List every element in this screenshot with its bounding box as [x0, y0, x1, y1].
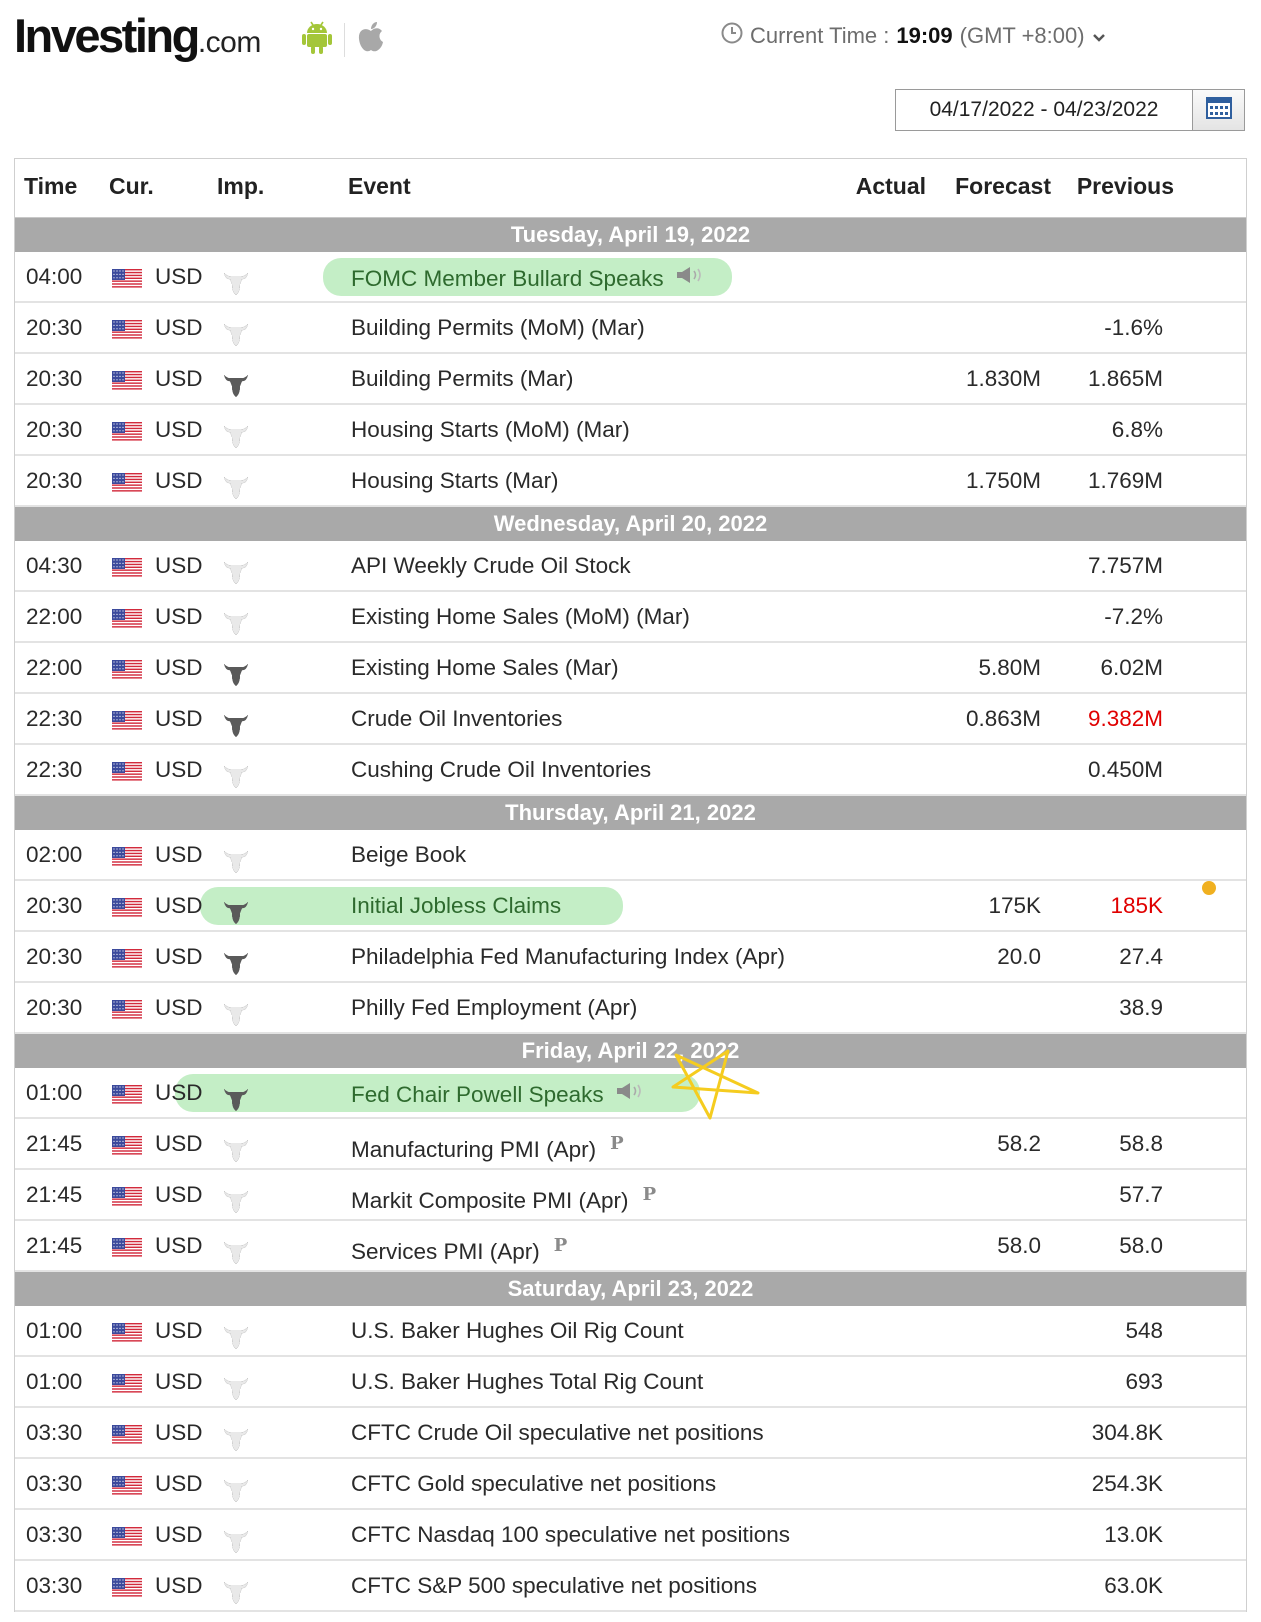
- event-row[interactable]: [15, 1170, 1246, 1221]
- event-row[interactable]: [15, 830, 1246, 881]
- event-name-text[interactable]: Housing Starts (MoM) (Mar): [351, 417, 630, 442]
- app-platforms: [302, 20, 385, 59]
- chevron-down-icon[interactable]: [1092, 23, 1106, 49]
- us-flag-icon: [112, 762, 142, 782]
- forecast-value: 175K: [988, 893, 1041, 918]
- event-time: 21:45: [26, 1182, 83, 1207]
- previous-value: 1.865M: [1087, 366, 1163, 391]
- event-currency: USD: [155, 1471, 203, 1496]
- event-row[interactable]: [15, 1510, 1246, 1561]
- event-name[interactable]: [351, 1221, 567, 1276]
- previous-value: 304.8K: [1091, 1420, 1163, 1445]
- previous-value: 38.9: [1119, 995, 1163, 1020]
- event-name-text[interactable]: Existing Home Sales (Mar): [351, 655, 619, 680]
- previous-value: 9.382M: [1087, 706, 1163, 731]
- previous-value: 693: [1125, 1369, 1163, 1394]
- event-time: 03:30: [26, 1471, 83, 1496]
- platform-divider: [344, 23, 345, 57]
- date-range-picker[interactable]: [895, 89, 1245, 131]
- event-time: 22:30: [26, 757, 83, 782]
- economic-calendar-table: [14, 158, 1247, 1612]
- speech-icon: [676, 252, 698, 268]
- event-name-text[interactable]: CFTC Gold speculative net positions: [351, 1471, 717, 1496]
- preliminary-badge: P: [553, 1235, 568, 1256]
- previous-value: 1.769M: [1087, 468, 1163, 493]
- event-currency: USD: [155, 1573, 203, 1598]
- event-name-text[interactable]: Cushing Crude Oil Inventories: [351, 757, 652, 782]
- event-name-text[interactable]: Manufacturing PMI (Apr): [351, 1137, 597, 1162]
- bull-icon: [222, 995, 250, 1044]
- event-name-text[interactable]: API Weekly Crude Oil Stock: [351, 553, 631, 578]
- day-header: Thursday, April 21, 2022: [15, 796, 1246, 830]
- event-name[interactable]: [351, 1068, 638, 1119]
- previous-value: 185K: [1110, 893, 1163, 918]
- event-currency: USD: [155, 417, 203, 442]
- us-flag-icon: [112, 1238, 142, 1258]
- event-name-text[interactable]: FOMC Member Bullard Speaks: [351, 266, 664, 291]
- event-name-text[interactable]: U.S. Baker Hughes Oil Rig Count: [351, 1318, 684, 1343]
- previous-value: -1.6%: [1104, 315, 1163, 340]
- previous-value: 6.8%: [1111, 417, 1163, 442]
- event-name-text[interactable]: U.S. Baker Hughes Total Rig Count: [351, 1369, 704, 1394]
- us-flag-icon: [112, 898, 142, 918]
- event-row[interactable]: [15, 456, 1246, 507]
- day-header: Friday, April 22, 2022: [15, 1034, 1246, 1068]
- event-time: 03:30: [26, 1573, 83, 1598]
- preliminary-badge: P: [642, 1184, 657, 1205]
- event-row[interactable]: [15, 1408, 1246, 1459]
- logo-tld-text: .com: [197, 26, 261, 59]
- event-row[interactable]: [15, 881, 1246, 932]
- event-name[interactable]: [351, 303, 645, 352]
- event-name[interactable]: [351, 541, 631, 590]
- forecast-value: 1.830M: [965, 366, 1041, 391]
- col-importance[interactable]: Imp.: [217, 173, 265, 199]
- us-flag-icon: [112, 1578, 142, 1598]
- event-time: 04:30: [26, 553, 83, 578]
- current-time-value: 19:09: [896, 23, 953, 48]
- event-row[interactable]: [15, 354, 1246, 405]
- event-row[interactable]: [15, 1221, 1246, 1272]
- event-row[interactable]: [15, 405, 1246, 456]
- col-event[interactable]: Event: [348, 173, 411, 199]
- forecast-value: 1.750M: [965, 468, 1041, 493]
- event-time: 03:30: [26, 1420, 83, 1445]
- event-time: 01:00: [26, 1318, 83, 1343]
- event-currency: USD: [155, 1522, 203, 1547]
- apple-icon[interactable]: [357, 20, 385, 59]
- event-time: 20:30: [26, 995, 83, 1020]
- event-name[interactable]: [351, 1119, 624, 1174]
- event-row[interactable]: [15, 252, 1246, 303]
- previous-value: 27.4: [1119, 944, 1163, 969]
- event-name[interactable]: [351, 1510, 790, 1559]
- event-time: 22:00: [26, 655, 83, 680]
- event-name[interactable]: [351, 1459, 716, 1508]
- us-flag-icon: [112, 473, 142, 493]
- event-currency: USD: [155, 995, 203, 1020]
- android-icon[interactable]: [302, 20, 332, 59]
- us-flag-icon: [112, 1374, 142, 1394]
- event-name-text[interactable]: Philadelphia Fed Manufacturing Index (Apr): [351, 944, 785, 969]
- table-header: [15, 159, 1246, 218]
- event-currency: USD: [155, 553, 203, 578]
- event-time: 22:00: [26, 604, 83, 629]
- speech-icon: [616, 1068, 638, 1084]
- event-row[interactable]: [15, 694, 1246, 745]
- event-name[interactable]: [351, 252, 698, 303]
- event-row[interactable]: [15, 1561, 1246, 1612]
- us-flag-icon: [112, 269, 142, 289]
- us-flag-icon: [112, 1527, 142, 1547]
- event-currency: USD: [155, 366, 203, 391]
- previous-value: 7.757M: [1087, 553, 1163, 578]
- event-name-text[interactable]: Services PMI (Apr): [351, 1239, 540, 1264]
- col-previous[interactable]: Previous: [1076, 173, 1174, 199]
- star-annotation: [668, 1043, 778, 1128]
- event-name[interactable]: [351, 643, 619, 692]
- previous-value: 58.8: [1119, 1131, 1163, 1156]
- event-time: 02:00: [26, 842, 83, 867]
- calendar-button[interactable]: [1192, 90, 1244, 130]
- event-currency: USD: [155, 893, 203, 918]
- forecast-value: 20.0: [997, 944, 1041, 969]
- event-name-text[interactable]: Philly Fed Employment (Apr): [351, 995, 638, 1020]
- event-name[interactable]: [351, 1408, 764, 1457]
- current-time-label: Current Time :: [750, 23, 890, 48]
- event-row[interactable]: [15, 303, 1246, 354]
- event-currency: USD: [155, 944, 203, 969]
- forecast-value: 58.2: [997, 1131, 1041, 1156]
- event-name-text[interactable]: Beige Book: [351, 842, 467, 867]
- event-currency: USD: [155, 706, 203, 731]
- event-name[interactable]: [351, 881, 561, 930]
- previous-value: 58.0: [1119, 1233, 1163, 1258]
- us-flag-icon: [112, 1085, 142, 1105]
- event-name[interactable]: [351, 932, 785, 981]
- investing-logo[interactable]: [14, 8, 261, 63]
- event-name[interactable]: [351, 694, 562, 743]
- current-time[interactable]: [721, 22, 1106, 50]
- event-time: 01:00: [26, 1369, 83, 1394]
- event-name-text[interactable]: CFTC Crude Oil speculative net positions: [351, 1420, 764, 1445]
- event-time: 20:30: [26, 315, 83, 340]
- event-currency: USD: [155, 1369, 203, 1394]
- event-currency: USD: [155, 655, 203, 680]
- event-row[interactable]: [15, 1068, 1246, 1119]
- forecast-value: 0.863M: [965, 706, 1041, 731]
- col-time[interactable]: Time: [24, 173, 78, 199]
- forecast-value: 58.0: [997, 1233, 1041, 1258]
- event-name-text[interactable]: Crude Oil Inventories: [351, 706, 563, 731]
- us-flag-icon: [112, 609, 142, 629]
- event-name[interactable]: [351, 354, 574, 403]
- clock-icon: [721, 22, 743, 50]
- event-time: 04:00: [26, 264, 83, 289]
- event-time: 20:30: [26, 417, 83, 442]
- event-name[interactable]: [351, 1170, 656, 1225]
- forecast-value: 5.80M: [978, 655, 1041, 680]
- us-flag-icon: [112, 422, 142, 442]
- event-time: 20:30: [26, 366, 83, 391]
- event-row[interactable]: [15, 1459, 1246, 1510]
- event-name-text[interactable]: Housing Starts (Mar): [351, 468, 559, 493]
- event-row[interactable]: [15, 1119, 1246, 1170]
- event-time: 03:30: [26, 1522, 83, 1547]
- us-flag-icon: [112, 371, 142, 391]
- event-time: 01:00: [26, 1080, 83, 1105]
- previous-value: 57.7: [1119, 1182, 1163, 1207]
- bull-icon: [222, 1573, 250, 1622]
- previous-value: 63.0K: [1104, 1573, 1163, 1598]
- event-name-text[interactable]: CFTC S&P 500 speculative net positions: [351, 1573, 758, 1598]
- logo-main-text: Investing: [14, 9, 198, 62]
- previous-value: -7.2%: [1104, 604, 1163, 629]
- us-flag-icon: [112, 1000, 142, 1020]
- event-currency: USD: [155, 1420, 203, 1445]
- event-currency: USD: [155, 468, 203, 493]
- event-row[interactable]: [15, 592, 1246, 643]
- event-name[interactable]: [351, 1306, 684, 1355]
- event-currency: USD: [155, 757, 203, 782]
- event-currency: USD: [155, 1182, 203, 1207]
- previous-value: 548: [1125, 1318, 1163, 1343]
- event-row[interactable]: [15, 643, 1246, 694]
- event-time: 20:30: [26, 944, 83, 969]
- us-flag-icon: [112, 1136, 142, 1156]
- event-name-text[interactable]: Markit Composite PMI (Apr): [351, 1188, 629, 1213]
- us-flag-icon: [112, 1425, 142, 1445]
- day-header: Tuesday, April 19, 2022: [15, 218, 1246, 252]
- event-name-text[interactable]: CFTC Nasdaq 100 speculative net positions: [351, 1522, 790, 1547]
- previous-value: 6.02M: [1100, 655, 1163, 680]
- event-currency: USD: [155, 315, 203, 340]
- col-forecast[interactable]: Forecast: [955, 173, 1051, 199]
- previous-value: 13.0K: [1104, 1522, 1163, 1547]
- event-name-text[interactable]: Building Permits (Mar): [351, 366, 574, 391]
- us-flag-icon: [112, 1476, 142, 1496]
- event-name[interactable]: [351, 456, 559, 505]
- col-currency[interactable]: Cur.: [109, 173, 154, 199]
- us-flag-icon: [112, 660, 142, 680]
- event-name[interactable]: [351, 1357, 703, 1406]
- event-name[interactable]: [351, 405, 630, 454]
- bull-icon: [222, 757, 250, 806]
- event-name[interactable]: [351, 745, 651, 794]
- event-time: 21:45: [26, 1131, 83, 1156]
- event-currency: USD: [155, 842, 203, 867]
- bull-icon: [222, 468, 250, 517]
- day-header: Wednesday, April 20, 2022: [15, 507, 1246, 541]
- event-time: 21:45: [26, 1233, 83, 1258]
- event-row[interactable]: [15, 541, 1246, 592]
- event-name-text[interactable]: Fed Chair Powell Speaks: [351, 1082, 604, 1107]
- event-row[interactable]: [15, 932, 1246, 983]
- event-currency: USD: [155, 1318, 203, 1343]
- us-flag-icon: [112, 1187, 142, 1207]
- preliminary-badge: P: [610, 1133, 624, 1154]
- us-flag-icon: [112, 320, 142, 340]
- bull-icon: [222, 1233, 250, 1282]
- event-name[interactable]: [351, 830, 466, 879]
- us-flag-icon: [112, 1323, 142, 1343]
- date-range-text[interactable]: 04/17/2022 - 04/23/2022: [929, 98, 1159, 121]
- us-flag-icon: [112, 847, 142, 867]
- event-currency: USD: [155, 1080, 203, 1105]
- event-currency: USD: [155, 1233, 203, 1258]
- previous-value: 0.450M: [1087, 757, 1163, 782]
- us-flag-icon: [112, 949, 142, 969]
- col-actual[interactable]: Actual: [855, 173, 926, 199]
- event-currency: USD: [155, 1131, 203, 1156]
- alert-dot: [1202, 881, 1216, 895]
- event-name[interactable]: [351, 983, 637, 1032]
- us-flag-icon: [112, 711, 142, 731]
- event-row[interactable]: [15, 983, 1246, 1034]
- event-time: 22:30: [26, 706, 83, 731]
- event-row[interactable]: [15, 1306, 1246, 1357]
- us-flag-icon: [112, 558, 142, 578]
- event-row[interactable]: [15, 1357, 1246, 1408]
- event-name-text[interactable]: Building Permits (MoM) (Mar): [351, 315, 645, 340]
- event-time: 20:30: [26, 893, 83, 918]
- timezone: (GMT +8:00): [959, 23, 1085, 48]
- event-name-text[interactable]: Existing Home Sales (MoM) (Mar): [351, 604, 690, 629]
- event-name[interactable]: [351, 1561, 757, 1610]
- event-name-text[interactable]: Initial Jobless Claims: [351, 893, 562, 918]
- event-currency: USD: [155, 604, 203, 629]
- event-currency: USD: [155, 264, 203, 289]
- calendar-icon: [1206, 97, 1232, 124]
- previous-value: 254.3K: [1091, 1471, 1163, 1496]
- event-name[interactable]: [351, 592, 690, 641]
- event-row[interactable]: [15, 745, 1246, 796]
- event-time: 20:30: [26, 468, 83, 493]
- day-header: Saturday, April 23, 2022: [15, 1272, 1246, 1306]
